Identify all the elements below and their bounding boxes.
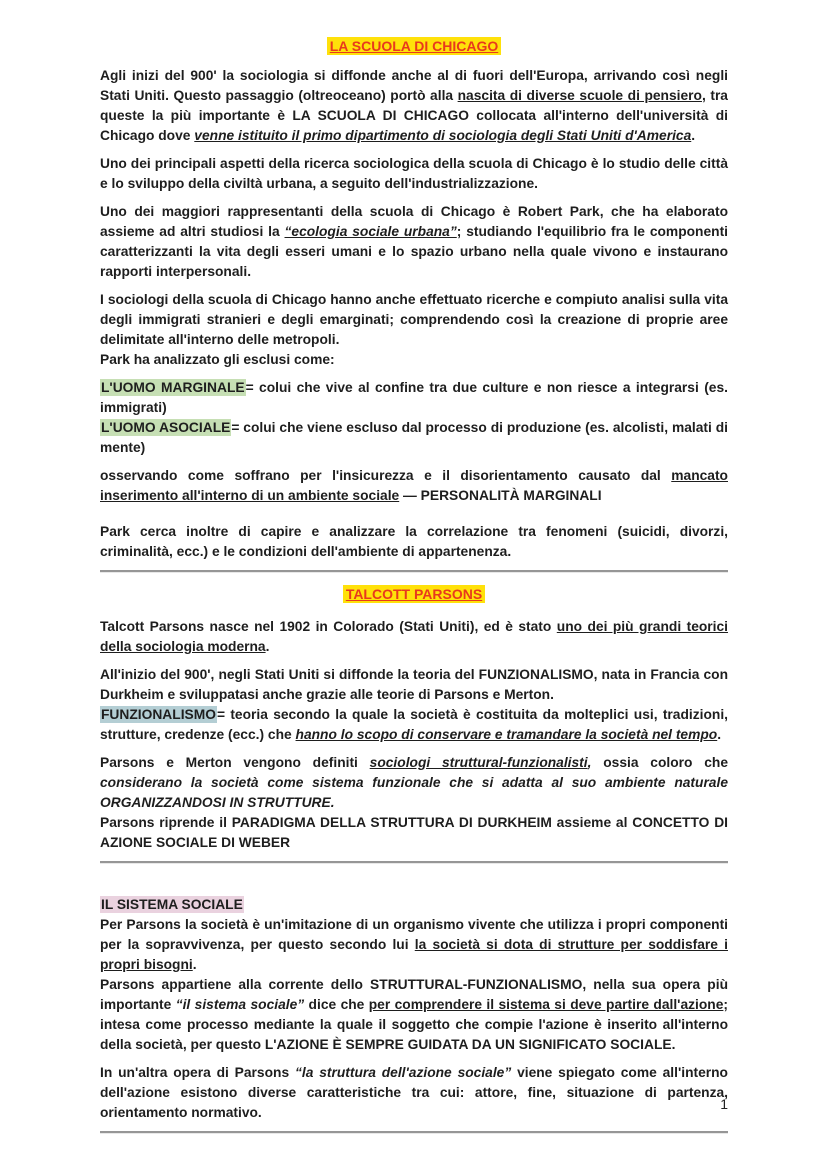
- para-diffusione-sociologia: Agli inizi del 900' la sociologia si diffonde anche al di fuori dell'Europa, arrivando così negli Stati Uniti. Questo passaggio (oltreoceano) portò alla nascita di diverse scuole di pensiero, tra queste la più importante è LA SCUOLA DI CHICAGO collocata all'interno dell'università di Chicago dove venne istituito il primo dipartimento di sociologia degli Stati Uniti d'America.: [100, 68, 728, 143]
- para-parsons-nascita: Talcott Parsons nasce nel 1902 in Colorado (Stati Uniti), ed è stato uno dei più grandi teorici della sociologia moderna.: [100, 619, 729, 654]
- spacer-1: [100, 506, 728, 514]
- document-content: [100, 36, 728, 1133]
- para-personalita-marginali: osservando come soffrano per l'insicurezza e il disorientamento causato dal mancato inserimento all'interno di un ambiente sociale — PERSONALITÀ MARGINALI: [100, 468, 728, 503]
- section-title-la-scuola-di-chicago-text: LA SCUOLA DI CHICAGO: [327, 37, 502, 55]
- para-definizioni-esclusi: L'UOMO MARGINALE= colui che vive al confine tra due culture e non riesce a integrarsi (es. immigrati) L'UOMO ASOCIALE= colui che viene escluso dal processo di produzione (es. alcolisti, malati di mente): [100, 380, 728, 455]
- para-funzionalismo: All'inizio del 900', negli Stati Uniti si diffonde la teoria del FUNZIONALISMO, nata in Francia con Durkheim e sviluppatasi anche grazie alle teorie di Parsons e Merton. FUNZIONALISMO= teoria secondo la quale la società è costituita da molteplici usi, tradizioni, strutture, credenze (ecc.) che hanno lo scopo di conservare e tramandare la società nel tempo.: [100, 667, 728, 742]
- section-title-talcott-parsons-text: TALCOTT PARSONS: [343, 585, 485, 603]
- page-number: 1: [720, 1096, 728, 1112]
- para-robert-park: Uno dei maggiori rappresentanti della scuola di Chicago è Robert Park, che ha elaborato assieme ad altri studiosi la “ecologia sociale urbana”; studiando l'equilibrio fra le componenti caratterizzanti la vita degli esseri umani e lo spazio urbano nella quale vivono e instaurano rapporti interpersonali.: [100, 204, 729, 279]
- para-ricerche-immigrati: I sociologi della scuola di Chicago hanno anche effettuato ricerche e compiuto analisi sulla vita degli immigrati stranieri e degli emarginati; comprendendo così la creazione di proprie aree delimitate all'interno delle metropoli. Park ha analizzato gli esclusi come:: [100, 292, 728, 367]
- para-correlazione-fenomeni: Park cerca inoltre di capire e analizzare la correlazione tra fenomeni (suicidi, divorzi, criminalità, ecc.) e le condizioni dell'ambiente di appartenenza.: [100, 524, 728, 559]
- section-title-la-scuola-di-chicago: [100, 36, 728, 57]
- para-studio-citta: Uno dei principali aspetti della ricerca sociologica della scuola di Chicago è lo studio delle città e lo sviluppo della civiltà urbana, a seguito dell'industrializzazione.: [100, 156, 728, 191]
- para-struttura-azione-sociale: In un'altra opera di Parsons “la struttura dell'azione sociale” viene spiegato come all'interno dell'azione esistono diverse caratteristiche tra cui: attore, fine, situazione di partenza, orientamento normativo.: [100, 1065, 728, 1120]
- section-title-talcott-parsons: [100, 584, 728, 605]
- separator-3: [100, 1131, 728, 1133]
- para-struttural-funzionalisti: Parsons e Merton vengono definiti sociologi struttural-funzionalisti, ossia coloro che considerano la società come sistema funzionale che si adatta al suo ambiente naturale ORGANIZZANDOSI IN STRUTTURE. Parsons riprende il PARADIGMA DELLA STRUTTURA DI DURKHEIM assieme al CONCETTO DI AZIONE SOCIALE DI WEBER: [100, 755, 728, 850]
- para-il-sistema-sociale: IL SISTEMA SOCIALE Per Parsons la società è un'imitazione di un organismo vivente che utilizza i propri componenti per la sopravvivenza, per questo secondo lui la società si dota di strutture per soddisfare i propri bisogni. Parsons appartiene alla corrente dello STRUTTURAL-FUNZIONALISMO, nella sua opera più importante “il sistema sociale” dice che per comprendere il sistema si deve partire dall'azione; intesa come processo mediante la quale il soggetto che compie l'azione è inserito all'interno della società, per questo L'AZIONE È SEMPRE GUIDATA DA UN SIGNIFICATO SOCIALE.: [100, 897, 728, 1052]
- separator-1: [100, 570, 728, 572]
- spacer-2: [100, 863, 728, 895]
